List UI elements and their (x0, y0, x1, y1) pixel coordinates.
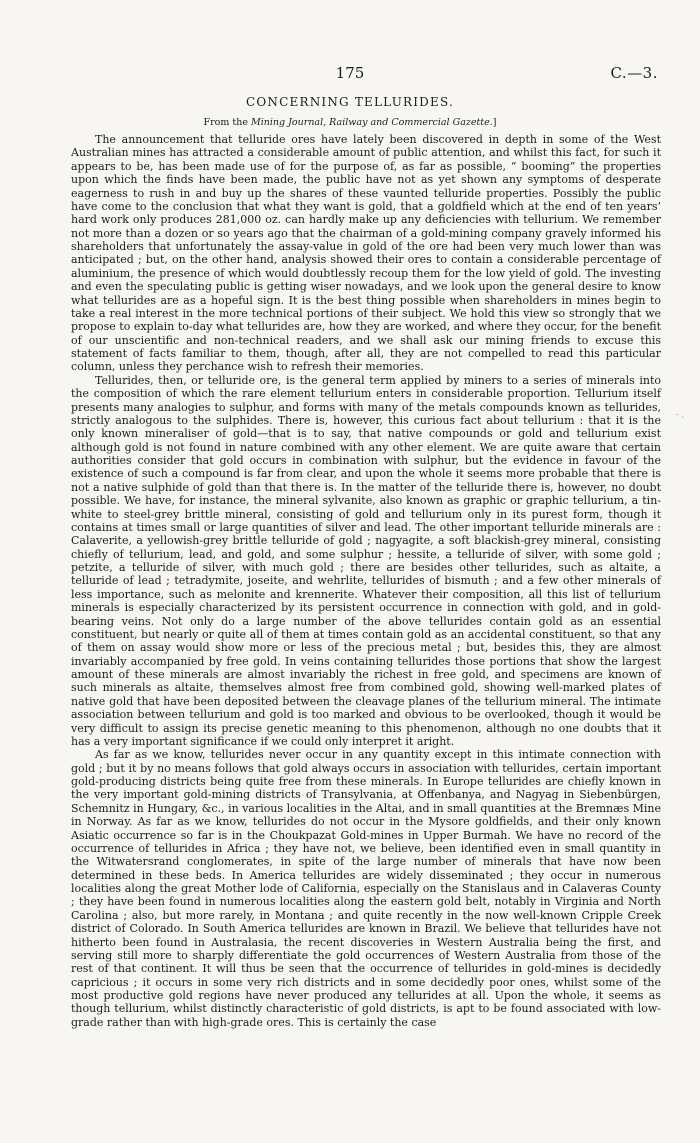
section-reference: C.—3. (610, 64, 658, 82)
article-title: CONCERNING TELLURIDES. (246, 95, 454, 109)
source-suffix: .] (489, 117, 497, 128)
source-publication: Mining Journal, Railway and Commercial Gazette (250, 117, 490, 128)
paragraph: Tellurides, then, or telluride ore, is the general term applied by miners to a series of minerals into the composition of which the rare element tellurium enters in considerable proportion. Tellurium itself presents many analogies to sulphur, and forms with many of the metals compounds known as tellurides, strictly analogous to the sulphides. There is, however, this curious fact about tellurium : that it is the only known mineraliser of gold—that is to say, that native compounds or gold and tellurium exist although gold is not found in nature combined with any other element. We are quite aware that certain authorities consider that gold occurs in combination with sulphur, but the evidence in favour of the existence of such a compound is far from clear, and upon the whole it seems more probable that there is not a native sulphide of gold than that there is. In the matter of the telluride there is, however, no doubt possible. We have, for instance, the mineral sylvanite, also known as graphic or graphic tellurium, a tin-white to steel-grey brittle mineral, consisting of gold and tellurium only in its purest form, though it contains at times small or large quantities of silver and lead. The other important telluride minerals are : Calaverite, a yellowish-grey brittle telluride of gold ; nagyagite, a soft blackish-grey mineral, consisting chiefly of tellurium, lead, and gold, and some sulphur ; hessite, a telluride of silver, with some gold ; petzite, a telluride of silver, with much gold ; there are besides other tellurides, such as altaite, a telluride of lead ; tetradymite, joseite, and wehrlite, tellurides of bismuth ; and a few other minerals of less importance, such as melonite and krennerite. Whatever their composition, all this list of tellurium minerals is especially characterized by its persistent occurrence in connection with gold, and in gold-bearing veins. Not only do a large number of the above tellurides contain gold as an essential constituent, but nearly or quite all of them at times contain gold as an accidental constituent, so that any of them on assay would show more or less of the precious metal ; but, besides this, they are almost invariably accompanied by free gold. In veins containing tellurides those portions that show the largest amount of these minerals are almost invariably the richest in free gold, and specimens are known of such minerals as altaite, themselves almost free from combined gold, showing well-marked plates of native gold that have been deposited between the cleavage planes of the tellurium mineral. The intimate association between tellurium and gold is too marked and obvious to be overlooked, though it would be very difficult to assign its precise genetic meaning to this phenomenon, although no one doubts that it has a very important significance if we could only interpret it aright. (71, 373, 661, 748)
margin-mark: ·ˏ (673, 408, 685, 421)
article-source (0, 117, 700, 128)
source-prefix: From the (203, 117, 248, 128)
article-body (71, 133, 661, 1029)
page-number: 175 (335, 64, 365, 82)
paragraph: The announcement that telluride ores have lately been discovered in depth in some of the West Australian mines has attracted a considerable amount of public attention, and whilst this fact, for such it appears to be, has been made use of for the purpose of, as far as possible, “ booming” the properties upon which the finds have been made, the public have not as yet shown any symptoms of desperate eagerness to rush in and buy up the shares of these vaunted telluride properties. Possibly the public have come to the conclusion that what they want is gold, that a goldfield which at the end of ten years’ hard work only produces 281,000 oz. can hardly make up any deficiencies with tellurium. We remember not more than a dozen or so years ago that the chairman of a gold-mining company gravely informed his shareholders that unfortunately the assay-value in gold of the ore had been very much lower than was anticipated ; but, on the other hand, analysis showed their ores to contain a considerable percentage of aluminium, the presence of which would doubtlessly recoup them for the low yield of gold. The investing and even the speculating public is getting wiser nowadays, and we look upon the general desire to know what tellurides are as a hopeful sign. It is the best thing possible when shareholders in mines begin to take a real interest in the more technical portions of their subject. We hold this view so strongly that we propose to explain to-day what tellurides are, how they are worked, and where they occur, for the benefit of our unscientific and non-technical readers, and we shall ask our mining friends to excuse this statement of facts familiar to them, though, after all, they are not compelled to read this particular column, unless they perchance wish to refresh their memories. (71, 133, 661, 374)
paragraph: As far as we know, tellurides never occur in any quantity except in this intimate connection with gold ; but it by no means follows that gold always occurs in association with tellurides, certain important gold-producing districts being quite free from these minerals. In Europe tellurides are chiefly known in the very important gold-mining districts of Transylvania, at Offenbanya, and Nagyag in Siebenbürgen, Schemnitz in Hungary, &c., in various localities in the Altai, and in small quantities at the Bremnæs Mine in Norway. As far as we know, tellurides do not occur in the Mysore goldfields, and their only known Asiatic occurrence so far is in the Choukpazat Gold-mines in Upper Burmah. We have no record of the occurrence of tellurides in Africa ; they have not, we believe, been identified even in small quantity in the Witwatersrand conglomerates, in spite of the large number of minerals that have now been determined in these beds. In America tellurides are widely disseminated ; they occur in numerous localities along the great Mother lode of California, especially on the Stanislaus and in Calaveras County ; they have been found in numerous localities along the eastern gold belt, notably in Virginia and North Carolina ; also, but more rarely, in Montana ; and quite recently in the now well-known Cripple Creek district of Colorado. In South America tellurides are known in Brazil. We believe that tellurides have not hitherto been found in Australasia, the recent discoveries in Western Australia being the first, and serving still more to sharply differentiate the gold occurrences of Western Australia from those of the rest of that continent. It will thus be seen that the occurrence of tellurides in gold-mines is decidedly capricious ; it occurs in some very rich districts and in some decidedly poor ones, whilst some of the most productive gold regions have never produced any tellurides at all. Upon the whole, it seems as though tellurium, whilst distinctly characteristic of gold districts, is apt to be found associated with low-grade rather than with high-grade ores. This is certainly the case (71, 748, 661, 1029)
